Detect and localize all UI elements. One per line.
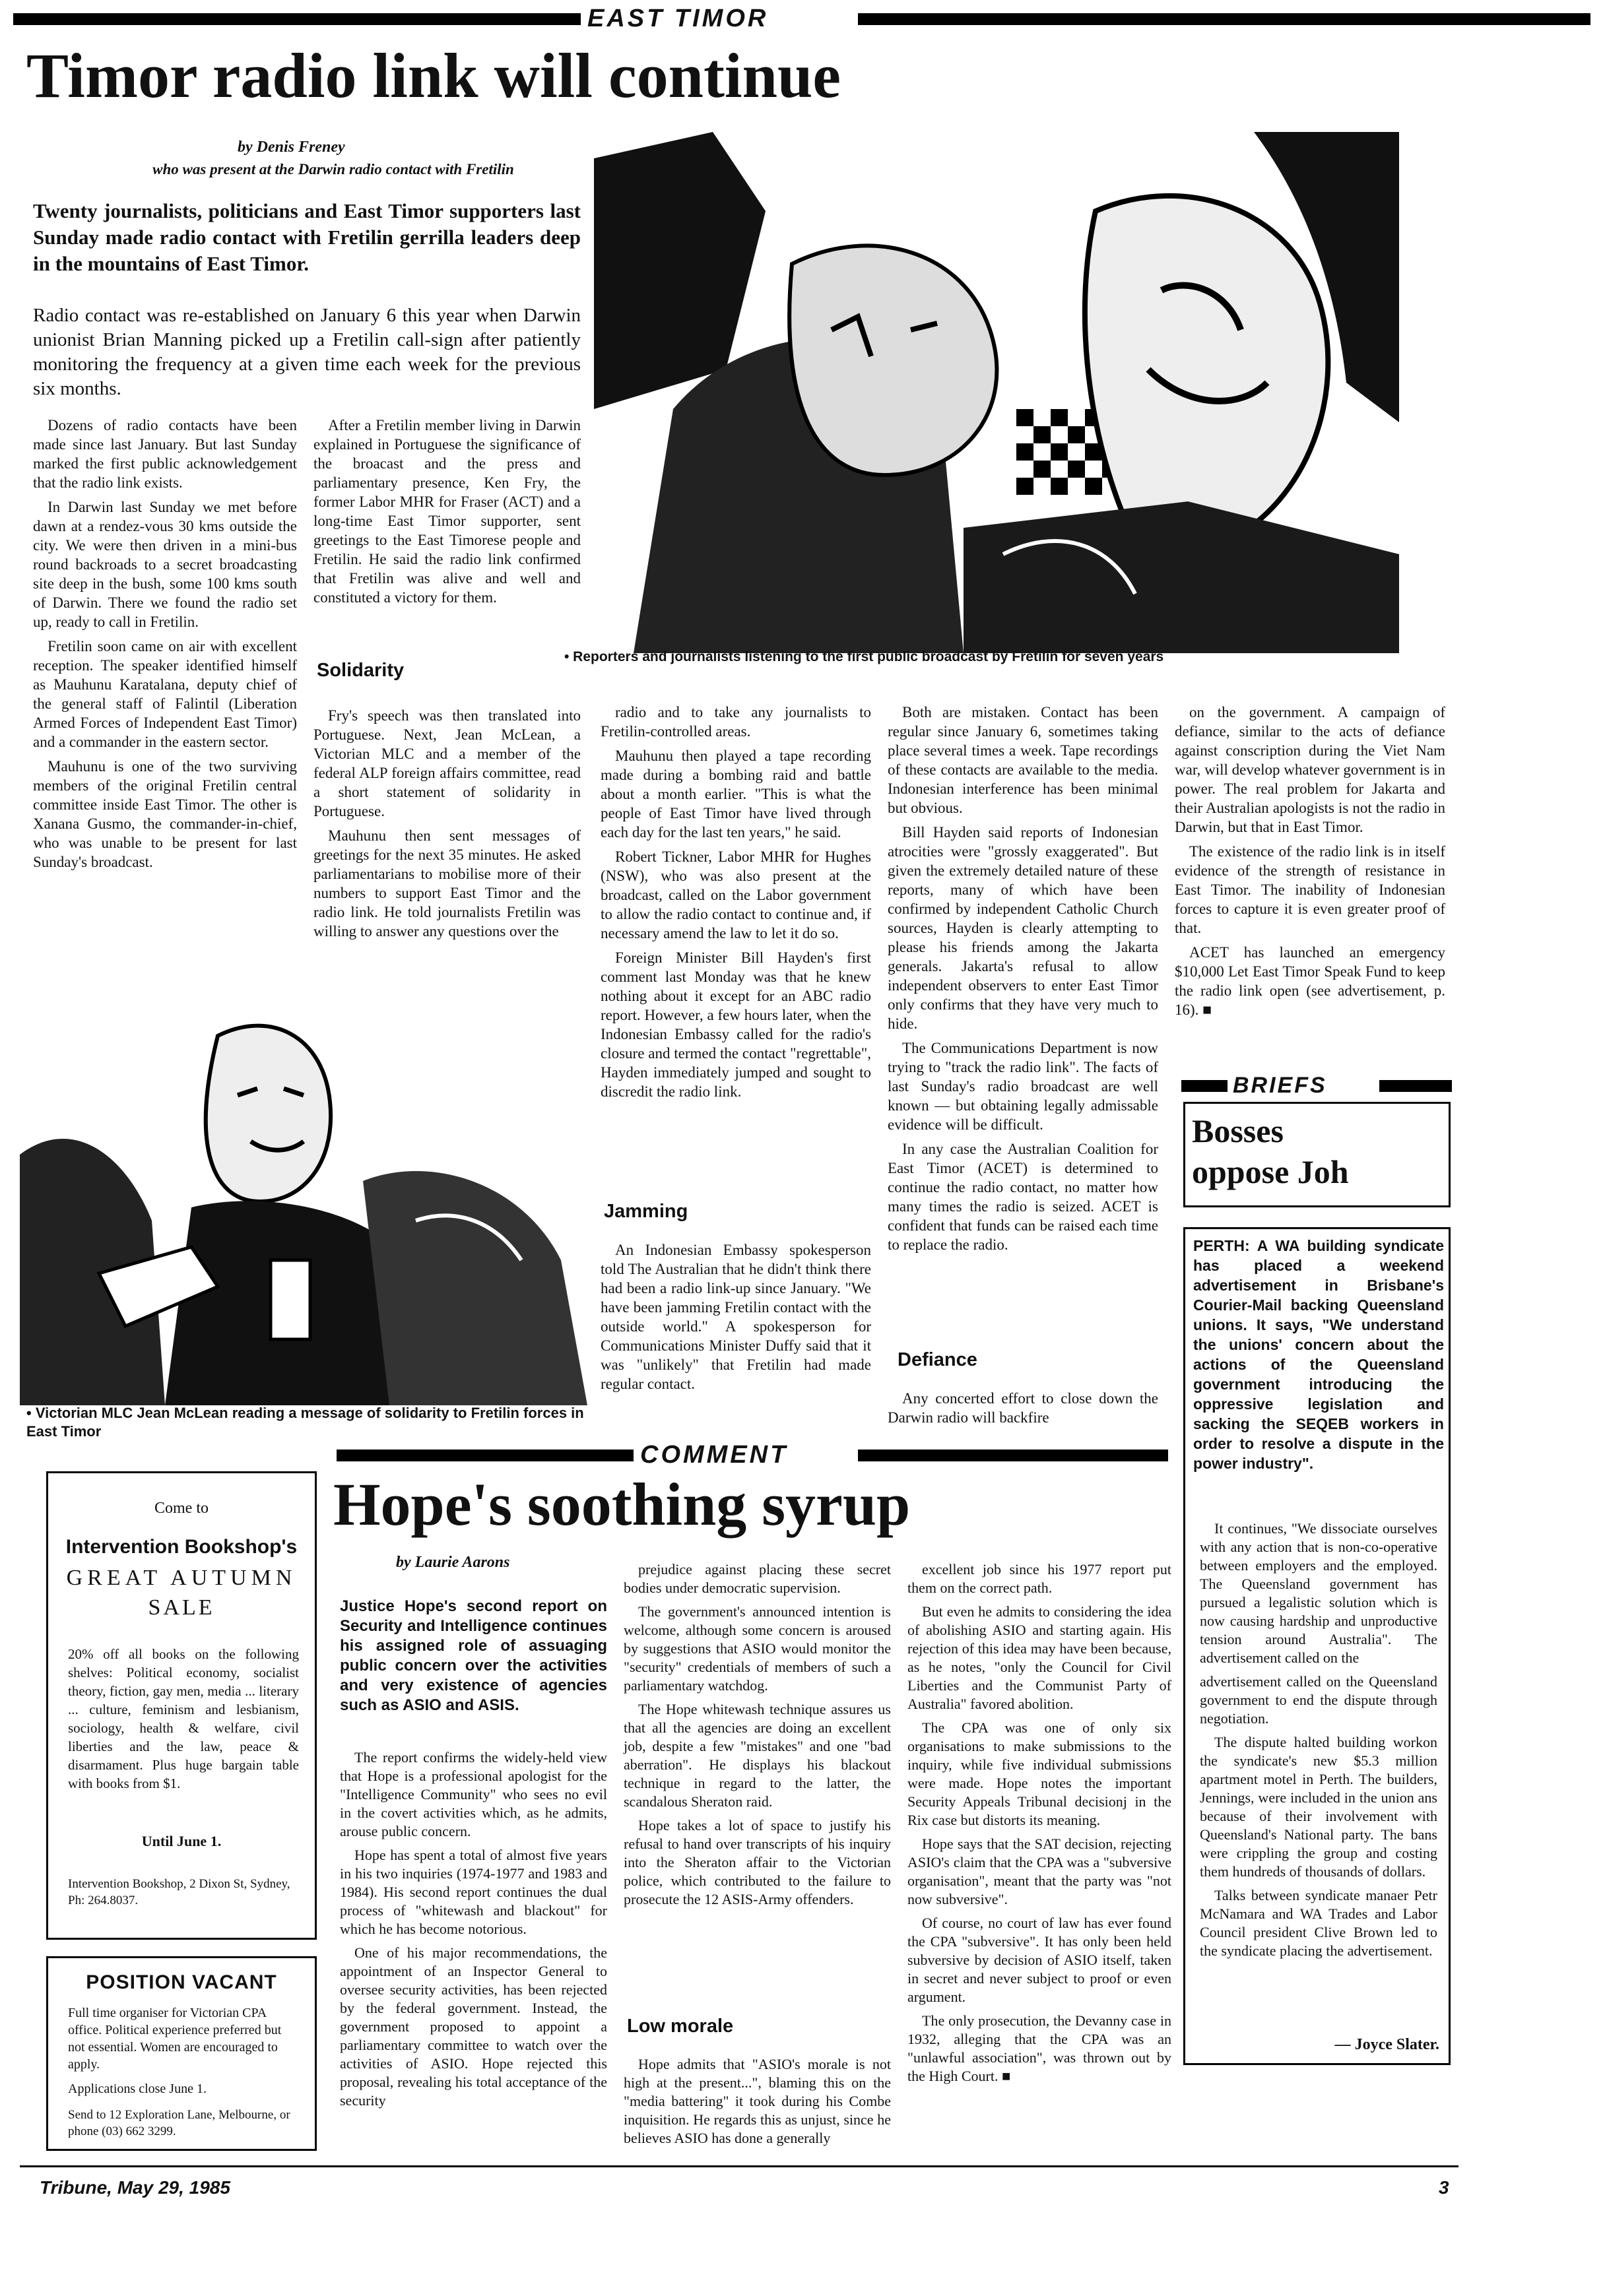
briefs-signoff: — Joyce Slater. bbox=[1334, 2036, 1439, 2053]
comment-headline: Hope's soothing syrup bbox=[333, 1471, 911, 1538]
paragraph: radio and to take any journalists to Fretilin-controlled areas. bbox=[601, 704, 871, 740]
article-column-4 bbox=[888, 703, 1158, 1260]
paragraph: It continues, "We dissociate ourselves with any action that is non-co-operative between employers and the employed. The Queensland government has pursued a legalistic solution which is now causing hardship and unproductive tension around Australia". The advertisement called on the bbox=[1200, 1520, 1437, 1666]
article-column-2b bbox=[313, 706, 581, 946]
ad-sale-line2: SALE bbox=[148, 1595, 215, 1620]
paragraph: In Darwin last Sunday we met before dawn at a rendez-vous 30 kms outside the city. We were then driven in a mini-bus round backroads to a secret broadcasting site deep in the bush, some 100 kms south of Darwin. There we found the radio set up, ready to call in Fretilin. bbox=[33, 499, 297, 630]
comment-label: COMMENT bbox=[640, 1441, 789, 1469]
paragraph: The dispute halted building workon the syndicate's new $5.3 million apartment motel in Perth. The builders, Jennings, were included in the union ans because of their involvement with Queensland's National party. The bans were crippling the group and costing them hundreds of thousands of dollars. bbox=[1200, 1734, 1437, 1880]
paragraph: The report confirms the widely-held view that Hope is a professional apologist for the "Intelligence Community" who sees no evil in the covert activities which, as he admits, arouse public concern. bbox=[340, 1749, 607, 1839]
headline-line: Bosses bbox=[1192, 1112, 1284, 1149]
comment-column-3 bbox=[907, 1560, 1171, 2091]
subhead-solidarity: Solidarity bbox=[317, 660, 405, 681]
ad-position-vacant bbox=[46, 1956, 317, 2151]
paragraph: Foreign Minister Bill Hayden's first comment last Monday was that he knew nothing about it except for an ABC radio report. However, a few hours later, when the Indonesian Embassy called for the radio's closure and termed the contact "regrettable", Hayden immediately jumped and sought to discredit the radio link. bbox=[601, 949, 871, 1100]
paragraph: The CPA was one of only six organisations to make submissions to the inquiry, while five individual submissions were made. Hope notes the important Security Appeals Tribunal decisionj in the Rix case but distorts its meaning. bbox=[907, 1719, 1171, 1828]
paragraph: An Indonesian Embassy spokesperson told The Australian that he didn't think there had been a radio link-up since January. "We have been jamming Fretilin contact with the outside world." A spokesperson for Communications Minister Duffy said that it was "unlikely" that Fretilin had made regular contact. bbox=[601, 1242, 871, 1392]
paragraph: But even he admits to considering the idea of abolishing ASIO and starting again. His rejection of this idea may have been because, as he notes, "only the Council for Civil Liberties and the Communist Party of Australia" favored abolition. bbox=[907, 1603, 1171, 1712]
paragraph: Any concerted effort to close down the Darwin radio will backfire bbox=[888, 1390, 1158, 1426]
ad-until: Until June 1. bbox=[141, 1833, 222, 1849]
subhead-jamming: Jamming bbox=[604, 1201, 688, 1222]
lead-paragraph: Twenty journalists, politicians and East Timor supporters last Sunday made radio contact with Fretilin gerrilla leaders deep in the mountains of East Timor. bbox=[33, 199, 581, 275]
photo1-caption: • Reporters and journalists listening to the first public broadcast by Fretilin for seven years bbox=[564, 649, 1164, 664]
ad-vacant-body: Full time organiser for Victorian CPA office. Political experience preferred but not essential. Women are encouraged to apply. bbox=[68, 2006, 282, 2072]
subhead-defiance: Defiance bbox=[898, 1349, 977, 1370]
briefs-body-box bbox=[1183, 1227, 1451, 2065]
paragraph: Dozens of radio contacts have been made since last January. But last Sunday marked the first public acknowledgement that the radio link exists. bbox=[33, 417, 297, 491]
photo-image bbox=[594, 132, 1399, 653]
paragraph: Both are mistaken. Contact has been regular since January 6, sometimes taking place several times a week. Tape recordings of these contacts are available to the media. Indonesian interference has been minimal but obvious. bbox=[888, 704, 1158, 816]
article-column-5 bbox=[1175, 703, 1445, 1025]
briefs-headline bbox=[1192, 1110, 1349, 1192]
ad-sale-line1: GREAT AUTUMN bbox=[66, 1566, 297, 1590]
comment-lead: Justice Hope's second report on Security and Intelligence continues his assigned role of assuaging public concern over the activities and very existence of agencies such as ASIO and ASIS. bbox=[340, 1597, 607, 1714]
ad-bookshop-name: Intervention Bookshop's bbox=[65, 1536, 298, 1558]
photo-journalists-listening bbox=[594, 132, 1399, 653]
headline-line: oppose Joh bbox=[1192, 1153, 1349, 1190]
paragraph: In any case the Australian Coalition for East Timor (ACET) is determined to continue the radio contact, no matter how many times the radio is seized. ACET is confident that funds can be raised each time to replace the radio. bbox=[888, 1141, 1158, 1253]
briefs-headline-box bbox=[1183, 1102, 1451, 1207]
comment-column-2 bbox=[624, 1560, 891, 1914]
paragraph: After a Fretilin member living in Darwin explained in Portuguese the significance of the broacast and the press and parliamentary presence, Ken Fry, the former Labor MHR for Fraser (ACT) and a long-time East Timor supporter, sent greetings to the East Timorese people and Fretilin. He said the radio link confirmed that Fretilin was alive and well and constituted a victory for them. bbox=[313, 417, 581, 606]
section-bar-comment bbox=[337, 1442, 1168, 1468]
ad-vacant-send: Send to 12 Exploration Lane, Melbourne, or phone (03) 662 3299. bbox=[68, 2108, 290, 2138]
section-label: EAST TIMOR bbox=[587, 5, 769, 32]
photo2-caption: • Victorian MLC Jean McLean reading a message of solidarity to Fretilin forces in East Timor bbox=[26, 1405, 584, 1440]
intro-paragraph: Radio contact was re-established on January 6 this year when Darwin unionist Brian Manning picked up a Fretilin call-sign after patiently monitoring the frequency at a given time each week for the previous six months. bbox=[33, 305, 581, 399]
ad-bookshop-address: Intervention Bookshop, 2 Dixon St, Sydney, Ph: 264.8037. bbox=[68, 1877, 290, 1907]
paragraph: The government's announced intention is welcome, although some concern is aroused by suggestions that ASIO would monitor the "security" credentials of members of such a parliamentary watchdog. bbox=[624, 1603, 891, 1694]
footer-page-number: 3 bbox=[1439, 2177, 1449, 2198]
footer-publication: Tribune, May 29, 1985 bbox=[40, 2177, 230, 2198]
comment-column-1 bbox=[340, 1748, 607, 2115]
paragraph: advertisement called on the Queensland government to end the dispute through negotiation. bbox=[1200, 1673, 1437, 1727]
subhead-low-morale: Low morale bbox=[627, 2016, 734, 2037]
comment-column-2b bbox=[624, 2055, 891, 2153]
paragraph: ACET has launched an emergency $10,000 Let East Timor Speak Fund to keep the radio link open (see advertisement, p. 16). ■ bbox=[1175, 944, 1445, 1018]
photo-image bbox=[20, 983, 587, 1405]
paragraph: Hope admits that "ASIO's morale is not high at the present...", blaming this on the "media battering" it took during his Combe inquisition. He regards this as unjust, since he believes ASIO has done a generally bbox=[624, 2056, 891, 2146]
paragraph: Fretilin soon came on air with excellent reception. The speaker identified himself as Mauhunu Karatalana, deputy chief of the general staff of Falintil (Liberation Armed Forces of Independent East Timor) and a commander in the eastern sector. bbox=[33, 638, 297, 750]
briefs-body bbox=[1200, 1519, 1437, 1965]
paragraph: The existence of the radio link is in itself evidence of the strength of resistance in East Timor. The inability of Indonesian forces to capture it is even greater proof of that. bbox=[1175, 843, 1445, 936]
paragraph: The Communications Department is now trying to "track the radio link". The facts of last Sunday's radio broadcast are well known — but obtaining legally admissable evidence will be difficult. bbox=[888, 1040, 1158, 1133]
paragraph: Fry's speech was then translated into Portuguese. Next, Jean McLean, a Victorian MLC and a member of the federal ALP foreign affairs committee, read a short statement of solidarity in Portuguese. bbox=[313, 707, 581, 819]
paragraph: Hope takes a lot of space to justify his refusal to hand over transcripts of his inquiry into the Sheraton affair to the Victorian police, which contributed to the failure to prosecute the 12 ASIS-Army offenders. bbox=[624, 1817, 891, 1907]
paragraph: prejudice against placing these secret bodies under democratic supervision. bbox=[624, 1561, 891, 1596]
paragraph: Mauhunu then sent messages of greetings for the next 35 minutes. He asked parliamentarians to mobilise more of their numbers to support East Timor and the radio link. He told journalists Fretilin was willing to answer any questions over the bbox=[313, 827, 581, 940]
article-column-3b bbox=[601, 1240, 871, 1399]
paragraph: Talks between syndicate manaer Petr McNamara and WA Trades and Labor Council president Clive Brown led to the syndicate placing the advertisement. bbox=[1200, 1887, 1437, 1959]
paragraph: excellent job since his 1977 report put them on the correct path. bbox=[907, 1561, 1171, 1596]
paragraph: Bill Hayden said reports of Indonesian atrocities were "grossly exaggerated". But given the extremely detailed nature of these reports, many of which have been confirmed by independent Catholic Church sources, Hayden is clearly attempting to please his friends among the Jakarta generals. Jakarta's refusal to allow independent observers to enter East Timor only confirms that they have very much to hide. bbox=[888, 824, 1158, 1032]
section-bar-east-timor bbox=[13, 5, 1590, 32]
headline: Timor radio link will continue bbox=[26, 40, 841, 111]
article-column-3 bbox=[601, 703, 871, 1106]
ad-bookshop bbox=[46, 1471, 317, 1940]
paragraph: on the government. A campaign of defiance, similar to the acts of defiance against conscription during the Viet Nam war, will develop whatever government is in power. The real problem for Jakarta and their Australian apologists is not the radio in Darwin, but that in East Timor. bbox=[1175, 704, 1445, 835]
ad-vacant-title: POSITION VACANT bbox=[86, 1971, 277, 1993]
briefs-label: BRIEFS bbox=[1233, 1073, 1327, 1098]
ad-bookshop-body: 20% off all books on the following shelves: Political economy, socialist theory, fiction, gay men, media ... literary ... culture, feminism and lesbianism, sociology, health & welfare, civil liberties and the law, peace & disarmament. Plus huge bargain table with books from $1. bbox=[68, 1646, 299, 1791]
byline: by Denis Freney bbox=[238, 139, 345, 156]
article-column-2 bbox=[313, 416, 581, 612]
section-bar-briefs bbox=[1181, 1072, 1452, 1099]
paragraph: Of course, no court of law has ever found the CPA "subversive". It has only been held subversive by decision of ASIO itself, taken in secret and never subject to proof or even argument. bbox=[907, 1915, 1171, 2005]
byline-note: who was present at the Darwin radio contact with Fretilin bbox=[152, 161, 514, 177]
ad-come-to: Come to bbox=[154, 1500, 209, 1517]
paragraph: The only prosecution, the Devanny case in 1932, alleging that the CPA was an "unlawful association", was thrown out by the High Court. ■ bbox=[907, 2012, 1171, 2084]
ad-vacant-close: Applications close June 1. bbox=[68, 2082, 207, 2096]
photo-jean-mclean bbox=[20, 983, 587, 1405]
paragraph: Hope says that the SAT decision, rejecting ASIO's claim that the CPA was a "subversive organisation", meant that the party was "not now subversive". bbox=[907, 1835, 1171, 1907]
paragraph: Hope has spent a total of almost five years in his two inquiries (1974-1977 and 1983 and 1984). His second report continues the dual process of "whitewash and blackout" for which he has become notorious. bbox=[340, 1847, 607, 1937]
paragraph: Robert Tickner, Labor MHR for Hughes (NSW), who was also present at the broadcast, called on the Labor government to allow the radio contact to continue and, if necessary amend the law to let it do so. bbox=[601, 848, 871, 941]
article-column-1 bbox=[33, 416, 297, 877]
paragraph: The Hope whitewash technique assures us that all the agencies are doing an excellent job, despite a few "mistakes" and one "bad aberration". He displays his blackout technique in regard to the latter, the scandalous Sheraton raid. bbox=[624, 1701, 891, 1810]
paragraph: Mauhunu is one of the two surviving members of the original Fretilin central committee inside East Timor. The other is Xanana Gusmo, the commander-in-chief, who was unable to be present for last Sunday's broadcast. bbox=[33, 758, 297, 870]
footer-rule bbox=[20, 2165, 1458, 2167]
article-column-4b bbox=[888, 1389, 1158, 1432]
briefs-lead: PERTH: A WA building syndicate has placed a weekend advertisement in Brisbane's Courier-Mail backing Queensland unions. It says, "We understand the unions' concern about the actions of the Queensland government introducing the oppressive legislation and sacking the SEQEB workers in order to resolve a dispute in the power industry". bbox=[1193, 1237, 1444, 1472]
paragraph: Mauhunu then played a tape recording made during a bombing raid and battle about a month earlier. "This is what the people of East Timor have lived through each day for the last ten years," he said. bbox=[601, 748, 871, 841]
comment-byline: by Laurie Aarons bbox=[396, 1554, 510, 1571]
paragraph: One of his major recommendations, the appointment of an Inspector General to oversee security activities, has been rejected by the federal government. Instead, the government proposed to appoint a parliamentary committee to watch over the activities of ASIO. Hope rejected this proposal, revealing his total acceptance of the security bbox=[340, 1944, 607, 2109]
